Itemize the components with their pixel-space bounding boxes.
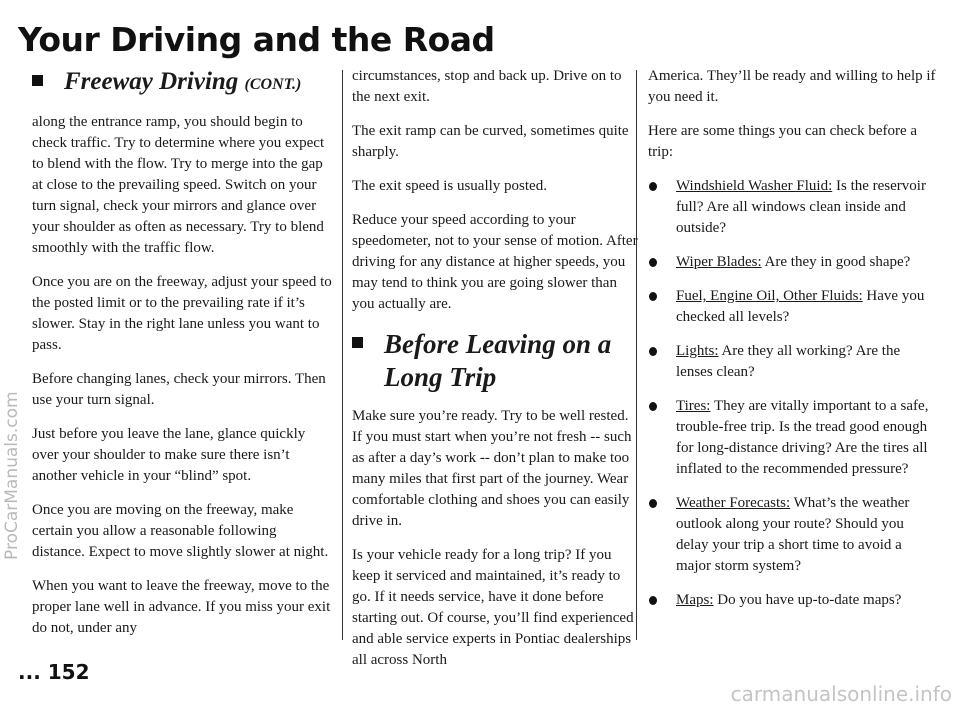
paragraph: Before changing lanes, check your mirrors. Then use your turn signal. [32, 371, 326, 408]
list-item-text: Is the reservoir full? Are all windows clean inside and outside? [676, 178, 926, 236]
paragraph: When you want to leave the freeway, move to the proper lane well in advance. If you miss your exit do not, under any [32, 578, 331, 636]
page-number: ... 152 [18, 660, 90, 684]
paragraph: Just before you leave the lane, glance quickly over your shoulder to make sure there isn’t another vehicle in your “blind” spot. [32, 426, 306, 484]
paragraph: Reduce your speed according to your speedometer, not to your sense of motion. After driving for any distance at higher speeds, you may tend to think you are going slower than you actually are. [352, 212, 638, 312]
list-item-label: Tires: [676, 398, 711, 414]
bullet-dot-icon [649, 347, 657, 356]
list-item-label: Maps: [676, 592, 714, 608]
section-title-line-1: Before Leaving on a [384, 329, 612, 359]
square-bullet-icon [32, 75, 43, 86]
list-item [648, 493, 938, 577]
section-continued-label: (CONT.) [244, 76, 302, 93]
paragraph: Once you are moving on the freeway, make certain you allow a reasonable following distance. Expect to move slightly slower at night. [32, 502, 329, 560]
list-item [648, 252, 938, 273]
list-item-text: Do you have up-to-date maps? [713, 592, 902, 608]
list-item-text: Have you checked all levels? [676, 288, 925, 325]
column-divider-left [342, 70, 343, 640]
section-title-line-2: Long Trip [384, 362, 497, 392]
list-item-text: What’s the weather outlook along your route? Should you delay your trip a short time to avoid a major storm system? [676, 495, 910, 574]
footer-watermark: carmanualsonline.info [730, 682, 952, 706]
bullet-dot-icon [649, 258, 657, 267]
section-heading-before-leaving [352, 328, 642, 394]
trip-checklist [648, 176, 938, 611]
list-item-label: Windshield Washer Fluid: [676, 178, 833, 194]
paragraph: circumstances, stop and back up. Drive on to the next exit. [352, 68, 622, 105]
column-2 [352, 66, 642, 684]
list-item-label: Lights: [676, 343, 719, 359]
column-1 [32, 66, 332, 652]
bullet-dot-icon [649, 402, 657, 411]
paragraph: Is your vehicle ready for a long trip? If you keep it serviced and maintained, it’s ready to go. If it needs service, have it done before starting out. Of course, you’ll find experienced and able service experts in Pontiac dealerships all across North [352, 547, 634, 668]
list-item-label: Fuel, Engine Oil, Other Fluids: [676, 288, 863, 304]
page-title: Your Driving and the Road [18, 20, 495, 59]
column-3 [648, 66, 938, 624]
list-item-label: Weather Forecasts: [676, 495, 791, 511]
list-item [648, 176, 938, 239]
list-item [648, 341, 938, 383]
section-heading-freeway-driving [32, 66, 332, 100]
bullet-dot-icon [649, 292, 657, 301]
list-item-text: Are they all working? Are the lenses clean? [676, 343, 901, 380]
list-item-text: Are they in good shape? [761, 254, 911, 270]
paragraph: The exit ramp can be curved, sometimes quite sharply. [352, 123, 629, 160]
paragraph: The exit speed is usually posted. [352, 178, 547, 194]
list-item-text: They are vitally important to a safe, trouble-free trip. Is the tread good enough for long-distance driving? Are the tires all inflated to the recommended pressure? [676, 398, 929, 477]
bullet-dot-icon [649, 182, 657, 191]
paragraph: along the entrance ramp, you should begin to check traffic. Try to determine where you expect to blend with the flow. Try to merge into the gap at close to the prevailing speed. Switch on your turn signal, check your mirrors and glance over your shoulder as often as necessary. Try to blend smoothly with the traffic flow. [32, 114, 325, 256]
side-watermark: ProCarManuals.com [2, 391, 22, 560]
paragraph: Make sure you’re ready. Try to be well rested. If you must start when you’re not fresh -- such as after a day’s work -- don’t plan to make too many miles that first part of the journey. Wear comfortable clothing and shoes you can easily drive in. [352, 408, 632, 529]
bullet-dot-icon [649, 499, 657, 508]
bullet-dot-icon [649, 596, 657, 605]
paragraph: Here are some things you can check before a trip: [648, 123, 918, 160]
list-item [648, 286, 938, 328]
paragraph: Once you are on the freeway, adjust your speed to the posted limit or to the prevailing rate if it’s slower. Stay in the right lane unless you want to pass. [32, 274, 332, 353]
list-item [648, 590, 938, 611]
list-item [648, 396, 938, 480]
section-title-text: Freeway Driving [64, 68, 239, 95]
square-bullet-icon [352, 337, 363, 348]
list-item-label: Wiper Blades: [676, 254, 762, 270]
paragraph: America. They’ll be ready and willing to help if you need it. [648, 68, 936, 105]
